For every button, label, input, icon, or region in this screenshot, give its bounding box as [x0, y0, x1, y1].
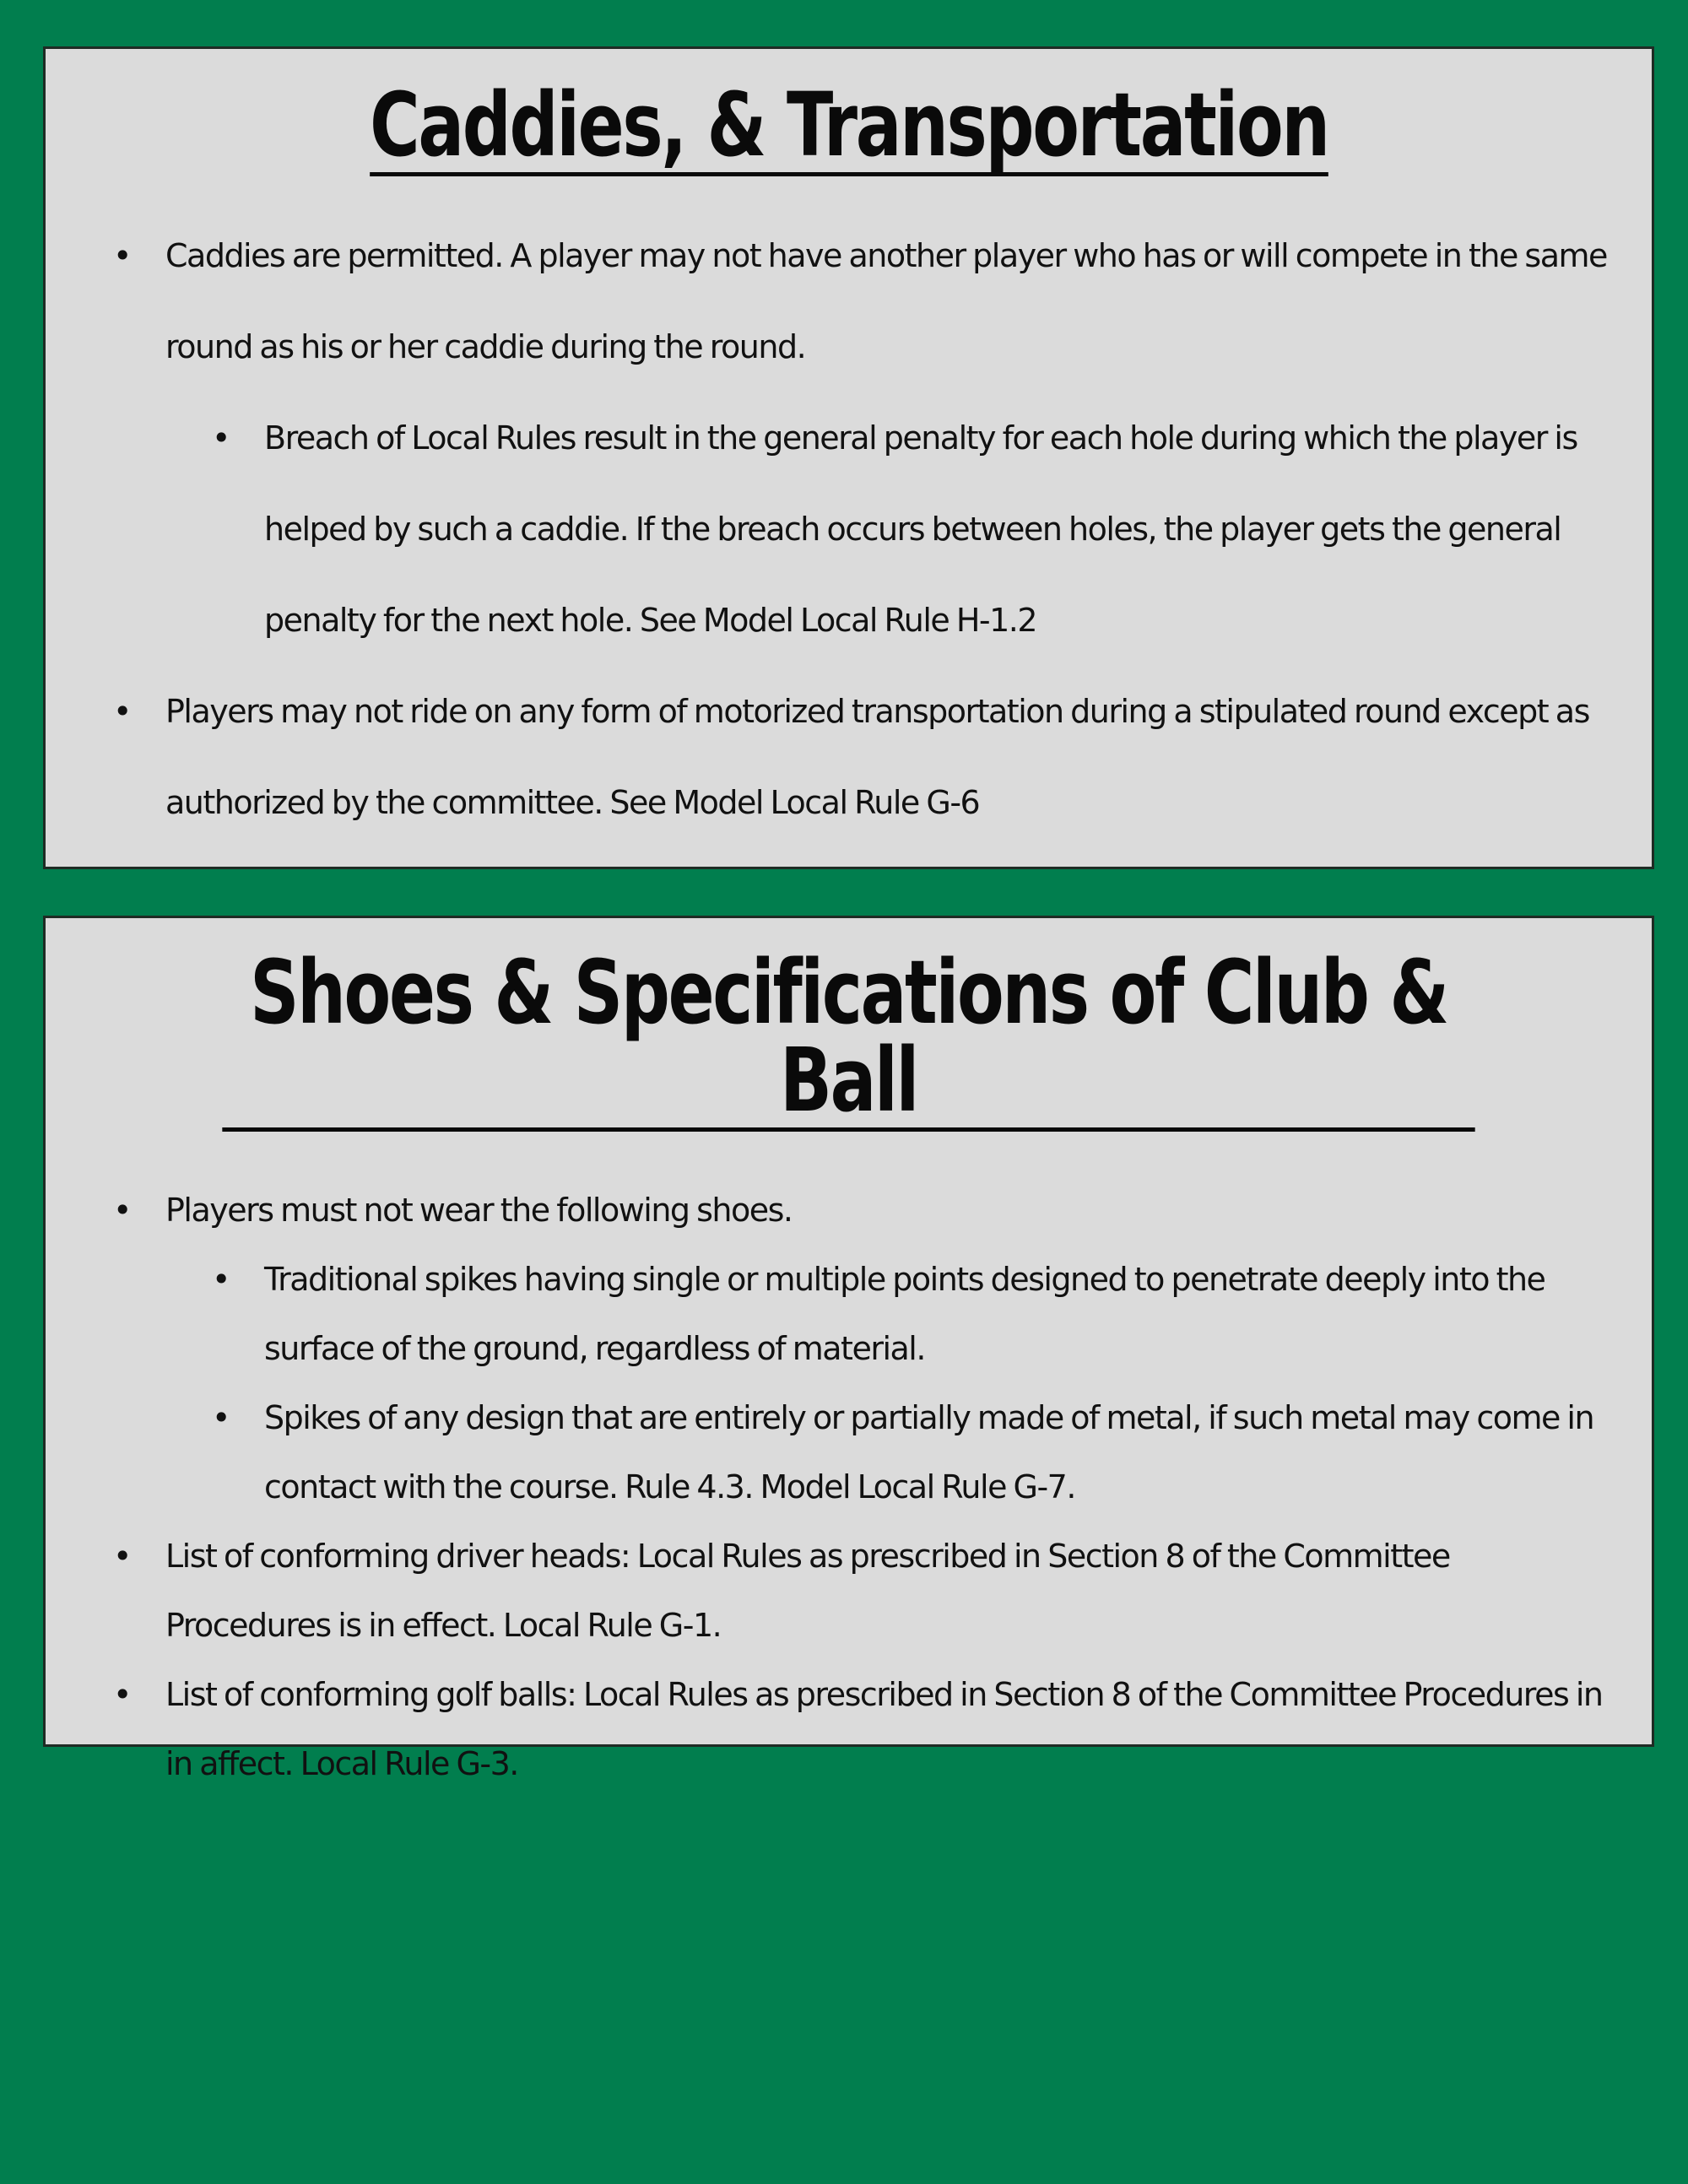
traditional-spikes-text: Traditional spikes having single or multiple points designed to penetrate deeply into the surface of the ground, regardless of material. — [264, 1261, 1545, 1367]
caddies-permitted-item — [46, 210, 1652, 392]
shoes-rules-list — [46, 1176, 1652, 1798]
caddies-rules-list — [46, 210, 1652, 848]
metal-spikes-item — [46, 1383, 1652, 1522]
caddie-breach-penalty-item — [46, 392, 1652, 666]
shoes-specifications-heading — [46, 918, 1652, 1132]
metal-spikes-text: Spikes of any design that are entirely or partially made of metal, if such metal may come in contact with the course. Rule 4.3. Model Local Rule G-7. — [264, 1399, 1594, 1506]
traditional-spikes-item — [46, 1245, 1652, 1383]
caddies-transportation-heading-text: Caddies, & Transportation — [369, 73, 1328, 176]
caddies-transportation-panel — [43, 46, 1654, 869]
driver-heads-item — [46, 1522, 1652, 1660]
shoes-restriction-item — [46, 1176, 1652, 1245]
bullet-icon: • — [113, 1538, 131, 1575]
caddies-permitted-text: Caddies are permitted. A player may not have another player who has or will compete in the same round as his or her caddie during the round. — [165, 237, 1607, 365]
golf-balls-item — [46, 1660, 1652, 1798]
bullet-icon: • — [113, 1192, 131, 1229]
bullet-icon: • — [212, 419, 230, 457]
bullet-icon: • — [212, 1399, 230, 1436]
bullet-icon: • — [113, 237, 131, 274]
shoes-restriction-text: Players must not wear the following shoes. — [165, 1192, 793, 1229]
driver-heads-text: List of conforming driver heads: Local Rules as prescribed in Section 8 of the Committee Procedures is in effect. Local Rule G-1. — [165, 1538, 1450, 1644]
caddies-transportation-heading — [46, 49, 1652, 176]
bullet-icon: • — [113, 693, 131, 730]
shoes-specifications-panel — [43, 916, 1654, 1782]
motorized-transportation-item — [46, 666, 1652, 848]
bullet-icon: • — [212, 1261, 230, 1298]
golf-balls-text: List of conforming golf balls: Local Rules as prescribed in Section 8 of the Committee Procedures in in affect. Local Rule G-3. — [165, 1676, 1603, 1782]
shoes-specifications-heading-text: Shoes & Specifications of Club & Ball — [222, 949, 1474, 1132]
bullet-icon: • — [113, 1676, 131, 1713]
motorized-transportation-text: Players may not ride on any form of motorized transportation during a stipulated round except as authorized by the committee. See Model Local Rule G-6 — [165, 693, 1589, 821]
caddie-breach-penalty-text: Breach of Local Rules result in the general penalty for each hole during which the player is helped by such a caddie. If the breach occurs between holes, the player gets the general penalty for the next hole. See Model Local Rule H-1.2 — [264, 419, 1577, 639]
